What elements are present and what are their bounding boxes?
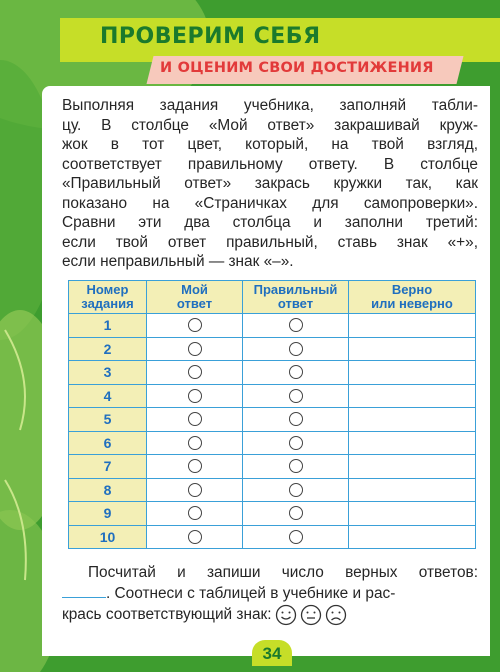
instruction-line: показано на «Страничках для самопроверки». [62,194,478,212]
my-answer-cell[interactable] [147,408,243,432]
empty-circle-icon[interactable] [188,436,202,450]
my-answer-cell[interactable] [147,337,243,361]
instruction-line: соответствует правильному ответу. В столбце [62,155,478,173]
my-answer-cell[interactable] [147,314,243,338]
footer-line-3 [62,604,478,626]
instruction-line: жок в тот цвет, который, на твой взгляд, [62,136,478,153]
empty-circle-icon[interactable] [289,459,303,473]
footer-line: Посчитай и запиши число верных ответов: [88,564,478,581]
correct-answer-cell[interactable] [243,431,349,455]
answer-count-blank[interactable] [62,585,106,598]
correct-answer-cell[interactable] [243,361,349,385]
my-answer-cell[interactable] [147,525,243,549]
my-answer-cell[interactable] [147,455,243,479]
empty-circle-icon[interactable] [289,530,303,544]
empty-circle-icon[interactable] [188,318,202,332]
header-right-or-wrong [349,281,476,314]
empty-circle-icon[interactable] [188,365,202,379]
task-number-cell: 6 [69,431,147,455]
empty-circle-icon[interactable] [188,506,202,520]
header-task-number [69,281,147,314]
empty-circle-icon[interactable] [188,412,202,426]
empty-circle-icon[interactable] [289,506,303,520]
footer-paragraph [62,562,478,626]
header-line: Верно [391,282,433,297]
task-number-cell: 7 [69,455,147,479]
correct-answer-cell[interactable] [243,525,349,549]
footer-line-text: крась соответствующий знак: [62,606,272,624]
task-number-cell: 1 [69,314,147,338]
table-row [69,431,476,455]
table-row [69,478,476,502]
empty-circle-icon[interactable] [188,342,202,356]
empty-circle-icon[interactable] [289,342,303,356]
table-row [69,337,476,361]
instruction-line: Сравни эти два столбца и заполни третий: [62,214,478,231]
task-number-cell: 10 [69,525,147,549]
table-row [69,455,476,479]
right-or-wrong-cell[interactable] [349,455,476,479]
header-line: задания [81,296,134,311]
task-number-cell: 9 [69,502,147,526]
correct-answer-cell[interactable] [243,408,349,432]
self-check-table [68,280,476,549]
header-my-answer [147,281,243,314]
empty-circle-icon[interactable] [188,530,202,544]
header-line: Мой [181,282,208,297]
header-line: ответ [176,296,213,311]
instruction-line: «Правильный ответ» закрась кружки так, как [62,175,478,192]
empty-circle-icon[interactable] [289,365,303,379]
header-line: Правильный [253,282,338,297]
header-line: ответ [277,296,314,311]
correct-answer-cell[interactable] [243,337,349,361]
my-answer-cell[interactable] [147,478,243,502]
right-or-wrong-cell[interactable] [349,314,476,338]
correct-answer-cell[interactable] [243,502,349,526]
right-or-wrong-cell[interactable] [349,361,476,385]
instruction-line: Выполняя задания учебника, заполняй табли- [62,97,478,114]
instruction-line: цу. В столбце «Мой ответ» закрашивай круж- [62,116,478,134]
footer-line-text: . Соотнеси с таблицей в учебнике и рас- [106,585,396,602]
empty-circle-icon[interactable] [289,436,303,450]
empty-circle-icon[interactable] [289,389,303,403]
correct-answer-cell[interactable] [243,384,349,408]
empty-circle-icon[interactable] [289,412,303,426]
sad-face-icon[interactable] [325,604,347,626]
right-or-wrong-cell[interactable] [349,478,476,502]
footer-line-2 [62,583,478,604]
task-number-cell: 2 [69,337,147,361]
correct-answer-cell[interactable] [243,455,349,479]
my-answer-cell[interactable] [147,361,243,385]
right-or-wrong-cell[interactable] [349,431,476,455]
empty-circle-icon[interactable] [188,389,202,403]
my-answer-cell[interactable] [147,384,243,408]
table-row [69,384,476,408]
header-line: Номер [86,282,129,297]
header-line: или неверно [371,296,453,311]
instructions-paragraph [62,96,478,272]
neutral-face-icon[interactable] [300,604,322,626]
right-or-wrong-cell[interactable] [349,337,476,361]
table-row [69,314,476,338]
table-row [69,502,476,526]
right-or-wrong-cell[interactable] [349,384,476,408]
task-number-cell: 3 [69,361,147,385]
instruction-line: если неправильный — знак «–». [62,253,294,270]
table-header-row [69,281,476,314]
table-row [69,525,476,549]
task-number-cell: 8 [69,478,147,502]
correct-answer-cell[interactable] [243,314,349,338]
my-answer-cell[interactable] [147,502,243,526]
right-or-wrong-cell[interactable] [349,408,476,432]
page-subtitle: И ОЦЕНИМ СВОИ ДОСТИЖЕНИЯ [160,60,434,76]
page-title: ПРОВЕРИМ СЕБЯ [100,24,321,49]
empty-circle-icon[interactable] [289,483,303,497]
header-correct-answer [243,281,349,314]
right-or-wrong-cell[interactable] [349,502,476,526]
correct-answer-cell[interactable] [243,478,349,502]
task-number-cell: 5 [69,408,147,432]
empty-circle-icon[interactable] [188,459,202,473]
table-row [69,408,476,432]
my-answer-cell[interactable] [147,431,243,455]
empty-circle-icon[interactable] [289,318,303,332]
happy-face-icon[interactable] [275,604,297,626]
table-row [69,361,476,385]
page-number: 34 [252,640,292,666]
empty-circle-icon[interactable] [188,483,202,497]
right-or-wrong-cell[interactable] [349,525,476,549]
task-number-cell: 4 [69,384,147,408]
instruction-line: если твой ответ правильный, ставь знак «+», [62,233,478,251]
